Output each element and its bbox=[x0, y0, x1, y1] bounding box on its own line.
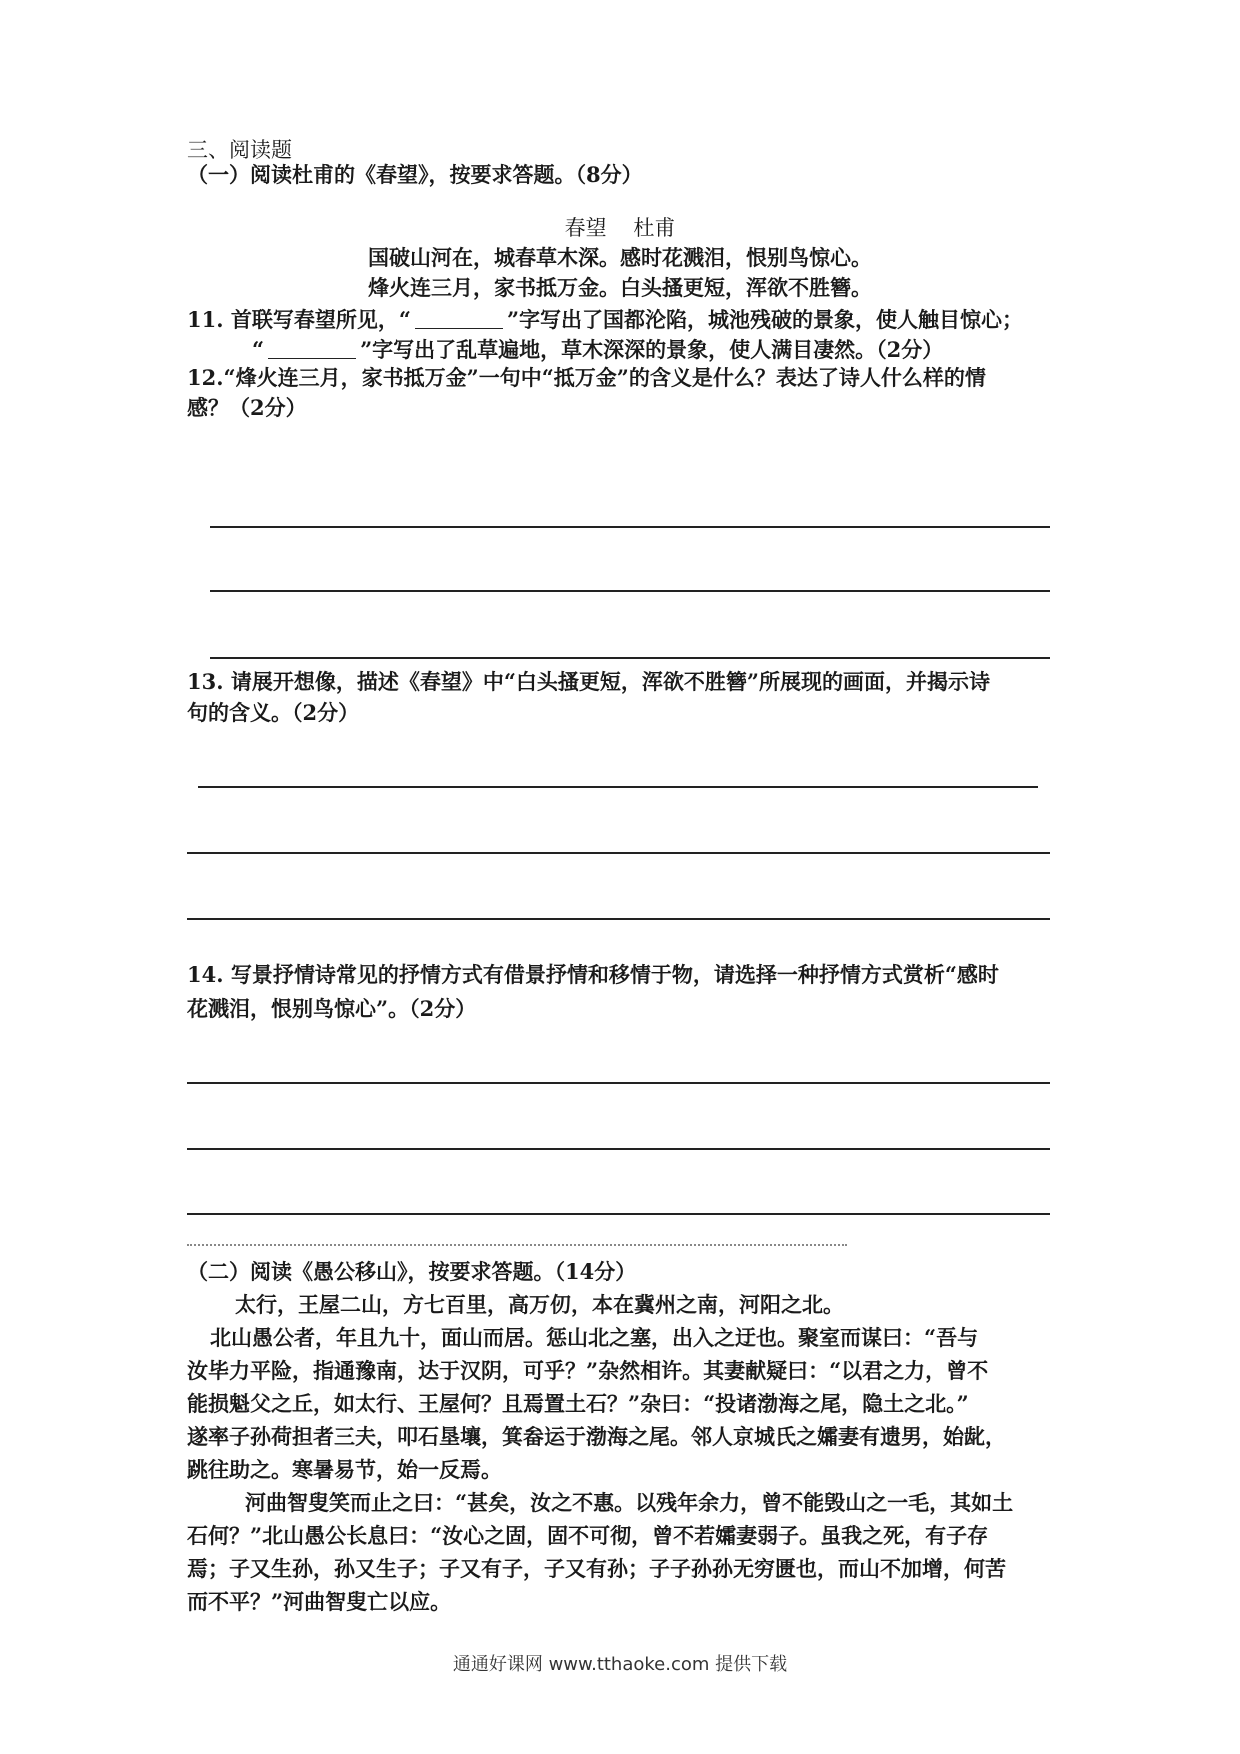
passage-p2-line-3: 能损魁父之丘，如太行、王屋何？且焉置土石？”杂曰：“投诸渤海之尾，隐土之北。” bbox=[187, 1391, 969, 1416]
answer-line-12-1[interactable] bbox=[210, 526, 1050, 528]
passage-p3-line-2: 石何？”北山愚公长息曰：“汝心之固，固不可彻，曾不若孀妻弱子。虽我之死，有子存 bbox=[187, 1523, 989, 1548]
q11-text-d: ”字写出了乱草遍地，草木深深的景象，使人满目凄然。（2分） bbox=[360, 337, 944, 362]
answer-line-14-3[interactable] bbox=[187, 1213, 1050, 1215]
q11-text-c: “ bbox=[252, 337, 265, 362]
poem-title: 春望 bbox=[564, 216, 607, 240]
answer-line-12-3[interactable] bbox=[210, 657, 1050, 659]
question-12-line-2: 感？（2分） bbox=[187, 395, 307, 420]
part1-heading: （一）阅读杜甫的《春望》，按要求答题。（8分） bbox=[187, 162, 643, 187]
question-14-line-2: 花溅泪，恨别鸟惊心”。（2分） bbox=[187, 996, 477, 1021]
poem-header bbox=[0, 213, 1240, 243]
question-11-line-1 bbox=[187, 305, 1023, 335]
question-13-line-2: 句的含义。（2分） bbox=[187, 700, 360, 725]
question-12-line-1: 12.“烽火连三月，家书抵万金”一句中“抵万金”的含义是什么？表达了诗人什么样的情 bbox=[187, 365, 986, 390]
page-footer: 通通好课网 www.tthaoke.com 提供下载 bbox=[452, 1654, 788, 1675]
passage-p3-line-1: 河曲智叟笑而止之曰：“甚矣，汝之不惠。以残年余力，曾不能毁山之一毛，其如土 bbox=[245, 1490, 1014, 1515]
answer-line-13-1[interactable] bbox=[198, 786, 1038, 788]
passage-p2-line-2: 汝毕力平险，指通豫南，达于汉阴，可乎？”杂然相许。其妻献疑曰：“以君之力，曾不 bbox=[187, 1358, 989, 1383]
part2-heading: （二）阅读《愚公移山》，按要求答题。（14分） bbox=[187, 1259, 637, 1284]
q11-text-b: ”字写出了国都沦陷，城池残破的景象，使人触目惊心； bbox=[506, 307, 1024, 332]
section-title: 三、阅读题 bbox=[187, 138, 292, 162]
passage-p1: 太行，王屋二山，方七百里，高万仞，本在冀州之南，河阳之北。 bbox=[235, 1292, 844, 1317]
poem-author: 杜甫 bbox=[633, 216, 676, 240]
question-13-line-1: 13. 请展开想像，描述《春望》中“白头搔更短，浑欲不胜簪”所展现的画面，并揭示诗 bbox=[187, 669, 991, 694]
passage-p3-line-4: 而不平？”河曲智叟亡以应。 bbox=[187, 1589, 452, 1614]
answer-line-13-3[interactable] bbox=[187, 918, 1050, 920]
passage-p2-line-5: 跳往助之。寒暑易节，始一反焉。 bbox=[187, 1457, 502, 1482]
answer-line-12-2[interactable] bbox=[210, 590, 1050, 592]
passage-p2-line-4: 遂率子孙荷担者三夫，叩石垦壤，箕畚运于渤海之尾。邻人京城氏之孀妻有遗男，始龀， bbox=[187, 1424, 1006, 1449]
dotted-separator bbox=[187, 1244, 847, 1246]
q11-text-a: 11. 首联写春望所见，“ bbox=[187, 307, 411, 332]
answer-line-13-2[interactable] bbox=[187, 852, 1050, 854]
passage-p2-line-1: 北山愚公者，年且九十，面山而居。惩山北之塞，出入之迂也。聚室而谋曰：“吾与 bbox=[210, 1325, 979, 1350]
passage-p3-line-3: 焉；子又生孙，孙又生子；子又有子，子又有孙；子子孙孙无穷匮也，而山不加增，何苦 bbox=[187, 1556, 1006, 1581]
answer-line-14-2[interactable] bbox=[187, 1148, 1050, 1150]
poem-line-1: 国破山河在，城春草木深。感时花溅泪，恨别鸟惊心。 bbox=[368, 245, 872, 270]
poem-line-2: 烽火连三月，家书抵万金。白头搔更短，浑欲不胜簪。 bbox=[368, 275, 872, 300]
answer-line-14-1[interactable] bbox=[187, 1082, 1050, 1084]
q11-blank-1[interactable] bbox=[415, 310, 503, 329]
q11-blank-2[interactable] bbox=[268, 340, 356, 359]
question-14-line-1: 14. 写景抒情诗常见的抒情方式有借景抒情和移情于物，请选择一种抒情方式赏析“感时 bbox=[187, 962, 999, 987]
question-11-line-2 bbox=[252, 335, 943, 365]
